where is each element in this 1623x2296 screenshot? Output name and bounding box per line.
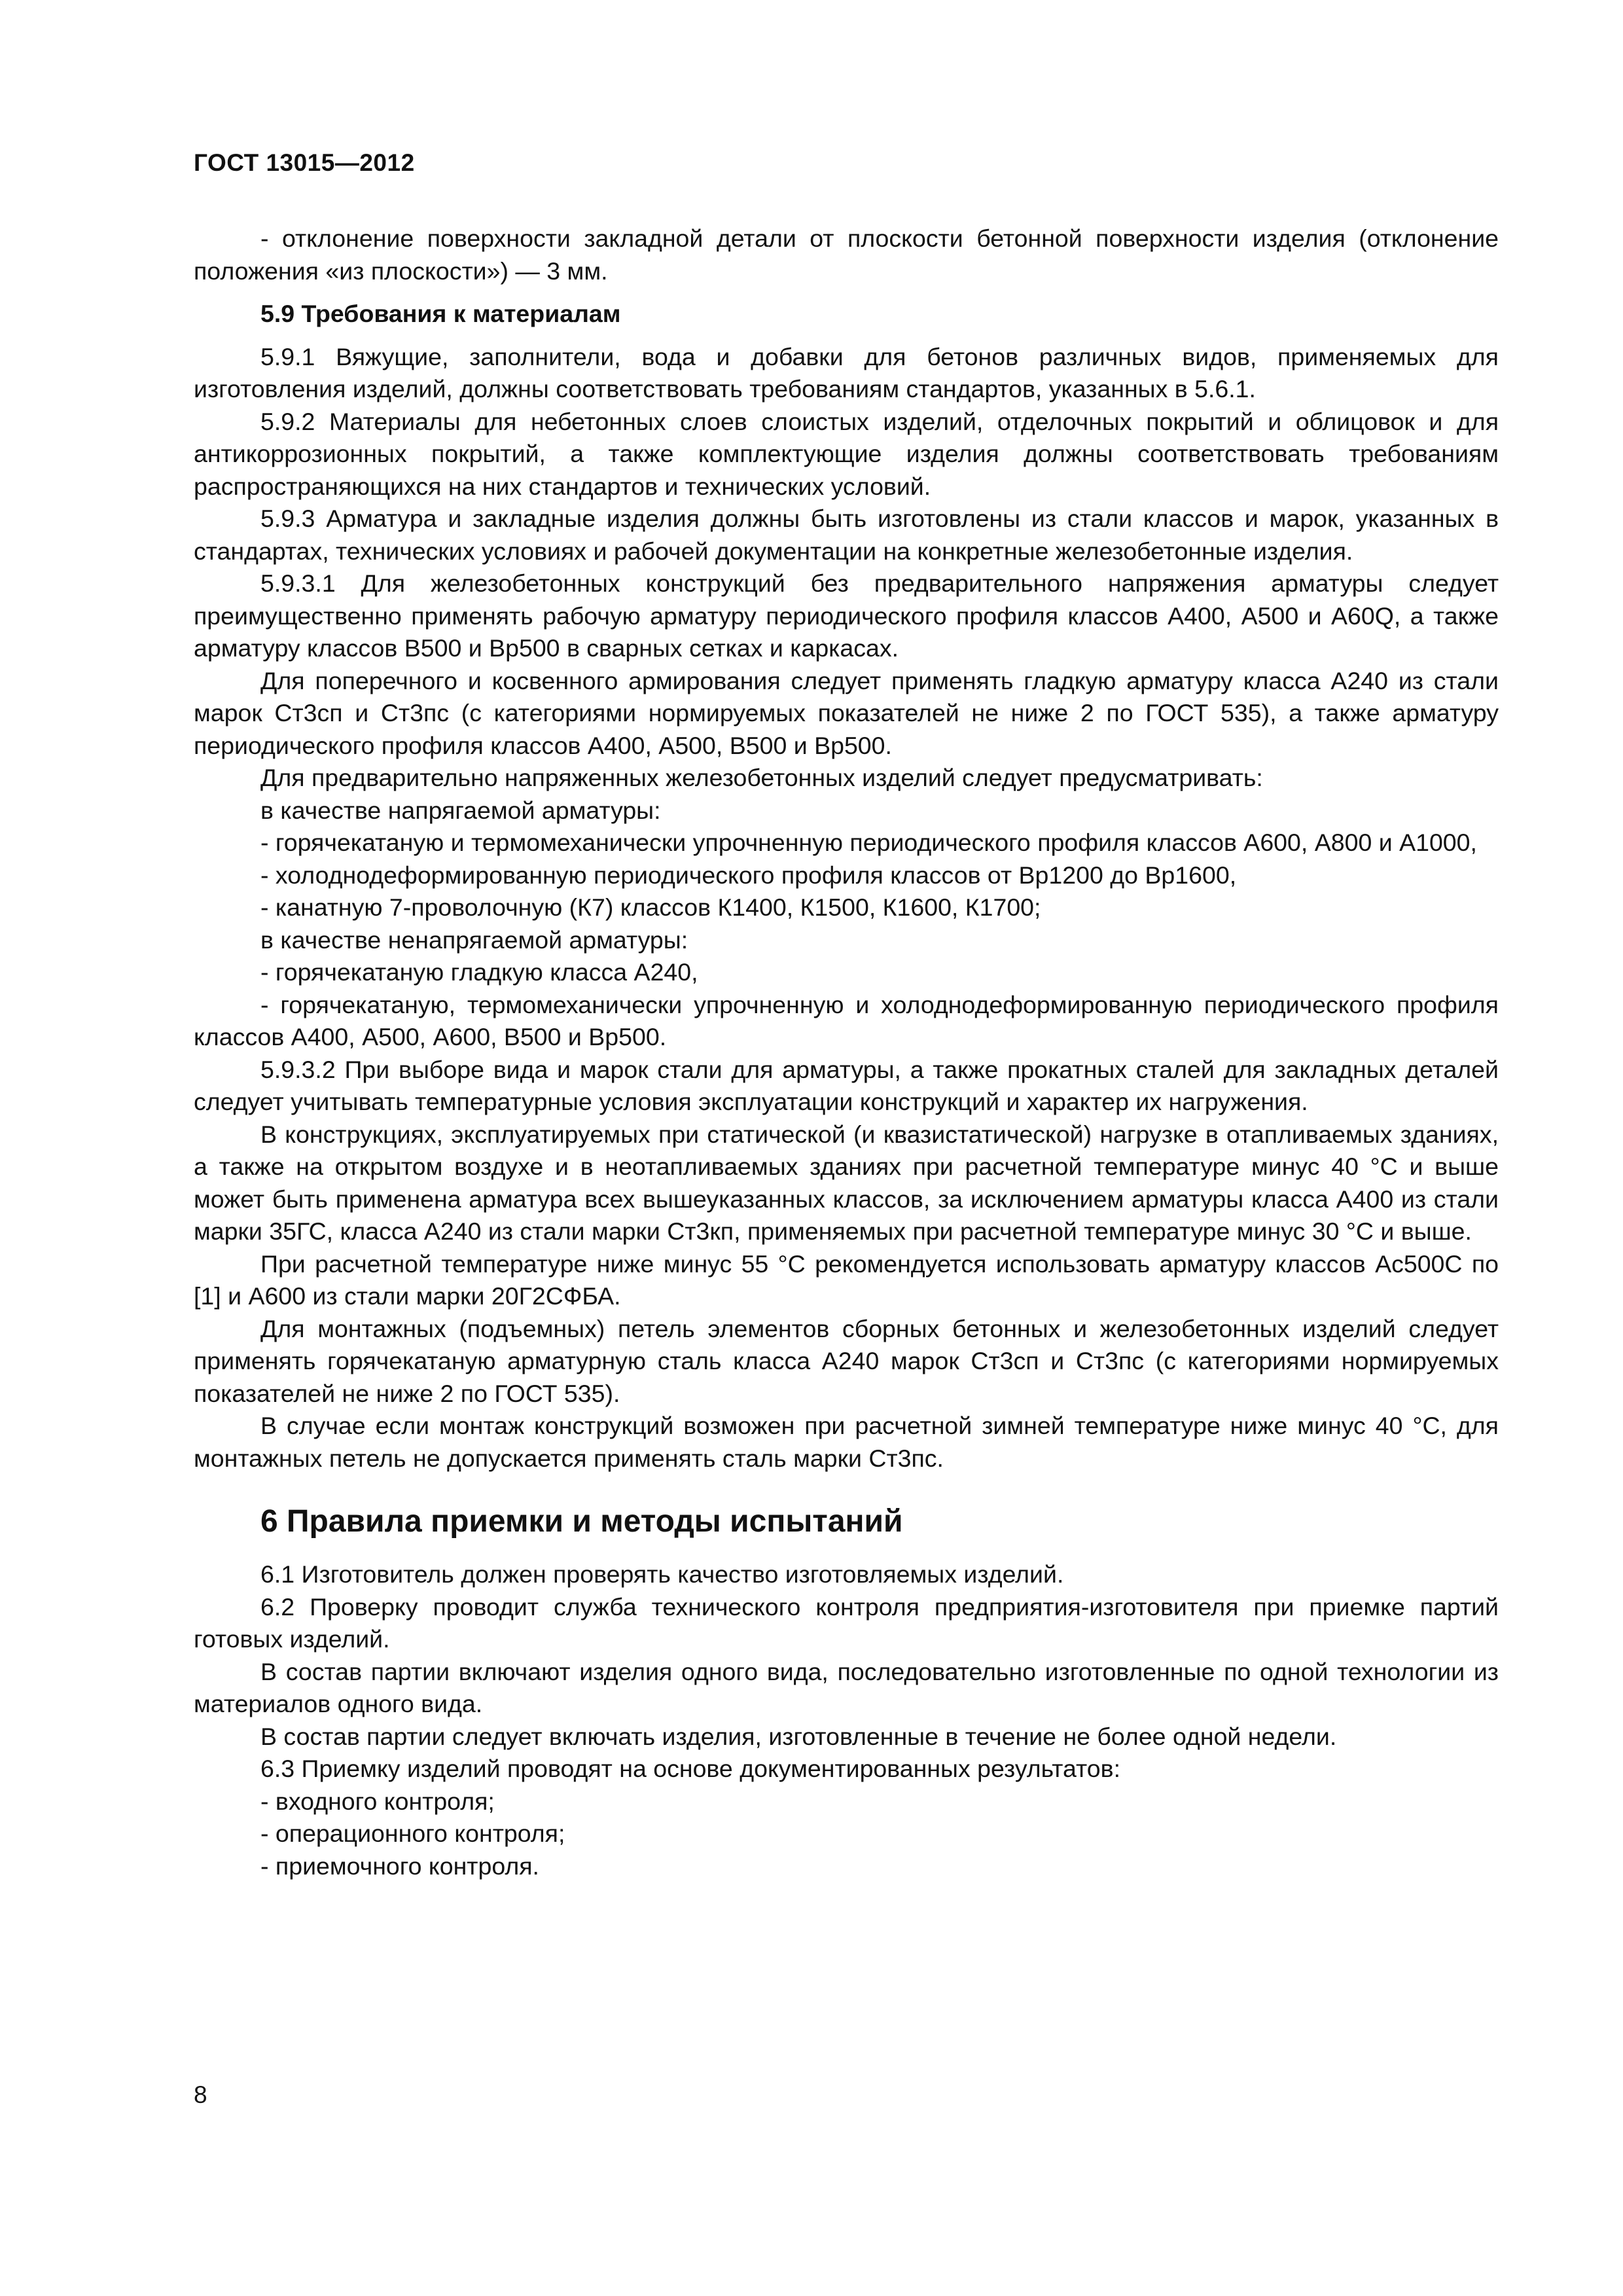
paragraph: 5.9.2 Материалы для небетонных слоев слоистых изделий, отделочных покрытий и облицовок и для антикоррозионных покрытий, а также комплектующие изделия должны соответствовать требованиям распространяющихся на них стандартов и технических условий. bbox=[194, 407, 1499, 500]
list-item: - горячекатаную и термомеханически упрочненную периодического профиля классов А600, А800 и А1000, bbox=[260, 829, 1477, 856]
chapter-heading: 6 Правила приемки и методы испытаний bbox=[260, 1504, 903, 1539]
list-item: - канатную 7-проволочную (К7) классов К1400, К1500, К1600, К1700; bbox=[260, 893, 1041, 921]
paragraph: 5.9.3.1 Для железобетонных конструкций без предварительного напряжения арматуры следует преимущественно применять рабочую арматуру периодического профиля классов А400, А500 и А60Q, а также арматуру классов В500 и Вр500 в сварных сетках и каркасах. bbox=[194, 569, 1499, 662]
list-item: - холоднодеформированную периодического профиля классов от Вр1200 до Вр1600, bbox=[260, 861, 1237, 889]
paragraph: 6.1 Изготовитель должен проверять качество изготовляемых изделий. bbox=[260, 1560, 1064, 1588]
list-item: - приемочного контроля. bbox=[260, 1852, 539, 1880]
paragraph: В состав партии следует включать изделия, изготовленные в течение не более одной недели. bbox=[260, 1722, 1337, 1750]
list-item: - горячекатаную, термомеханически упрочненную и холоднодеформированную периодического профиля классов А400, А500, А600, В500 и Вр500. bbox=[194, 990, 1499, 1050]
paragraph: 5.9.3 Арматура и закладные изделия должны быть изготовлены из стали классов и марок, указанных в стандартах, технических условиях и рабочей документации на конкретные железобетонные изделия. bbox=[194, 505, 1499, 565]
section-heading: 5.9 Требования к материалам bbox=[260, 300, 621, 327]
list-item: - входного контроля; bbox=[260, 1787, 495, 1815]
paragraph: 6.3 Приемку изделий проводят на основе документированных результатов: bbox=[260, 1755, 1120, 1782]
paragraph: В случае если монтаж конструкций возможен при расчетной зимней температуре ниже минус 40 °С, для монтажных петель не допускается применять сталь марки Ст3пс. bbox=[194, 1412, 1499, 1472]
list-item: - горячекатаную гладкую класса А240, bbox=[260, 958, 698, 986]
paragraph: в качестве ненапрягаемой арматуры: bbox=[260, 925, 688, 954]
paragraph: - отклонение поверхности закладной детали от плоскости бетонной поверхности изделия (отклонение положения «из плоскости») — 3 мм. bbox=[194, 224, 1499, 285]
paragraph: 5.9.3.2 При выборе вида и марок стали для арматуры, а также прокатных сталей для закладных деталей следует учитывать температурные условия эксплуатации конструкций и характер их нагружения. bbox=[194, 1055, 1499, 1115]
paragraph: 5.9.1 Вяжущие, заполнители, вода и добавки для бетонов различных видов, применяемых для изготовления изделий, должны соответствовать требованиям стандартов, указанных в 5.6.1. bbox=[194, 342, 1499, 403]
paragraph: в качестве напрягаемой арматуры: bbox=[260, 796, 661, 824]
list-item: - операционного контроля; bbox=[260, 1820, 565, 1847]
document-body bbox=[194, 223, 1499, 1882]
page-number: 8 bbox=[194, 2081, 207, 2108]
paragraph: При расчетной температуре ниже минус 55 °С рекомендуется использовать арматуру классов Ас500С по [1] и А600 из стали марки 20Г2СФБА. bbox=[194, 1249, 1499, 1310]
paragraph: В конструкциях, эксплуатируемых при статической (и квазистатической) нагрузке в отапливаемых зданиях, а также на открытом воздухе и в неотапливаемых зданиях при расчетной температуре минус 40 °С и выше может быть применена арматура всех вышеуказанных классов, за исключением арматуры класса А400 из стали марки 35ГС, класса А240 из стали марки Ст3кп, применяемых при расчетной температуре минус 30 °С и выше. bbox=[194, 1120, 1499, 1245]
paragraph: Для предварительно напряженных железобетонных изделий следует предусматривать: bbox=[260, 764, 1263, 791]
paragraph: 6.2 Проверку проводит служба технического контроля предприятия-изготовителя при приемке партий готовых изделий. bbox=[194, 1592, 1499, 1653]
document-header: ГОСТ 13015—2012 bbox=[194, 149, 415, 176]
paragraph: Для поперечного и косвенного армирования следует применять гладкую арматуру класса А240 из стали марок Ст3сп и Ст3пс (с категориями нормируемых показателей не ниже 2 по ГОСТ 535), а также арматуру периодического профиля классов А400, А500, В500 и Вр500. bbox=[194, 666, 1499, 759]
paragraph: Для монтажных (подъемных) петель элементов сборных бетонных и железобетонных изделий следует применять горячекатаную арматурную сталь класса А240 марок Ст3сп и Ст3пс (с категориями нормируемых показателей не ниже 2 по ГОСТ 535). bbox=[194, 1314, 1499, 1407]
paragraph: В состав партии включают изделия одного вида, последовательно изготовленные по одной технологии из материалов одного вида. bbox=[194, 1657, 1499, 1717]
